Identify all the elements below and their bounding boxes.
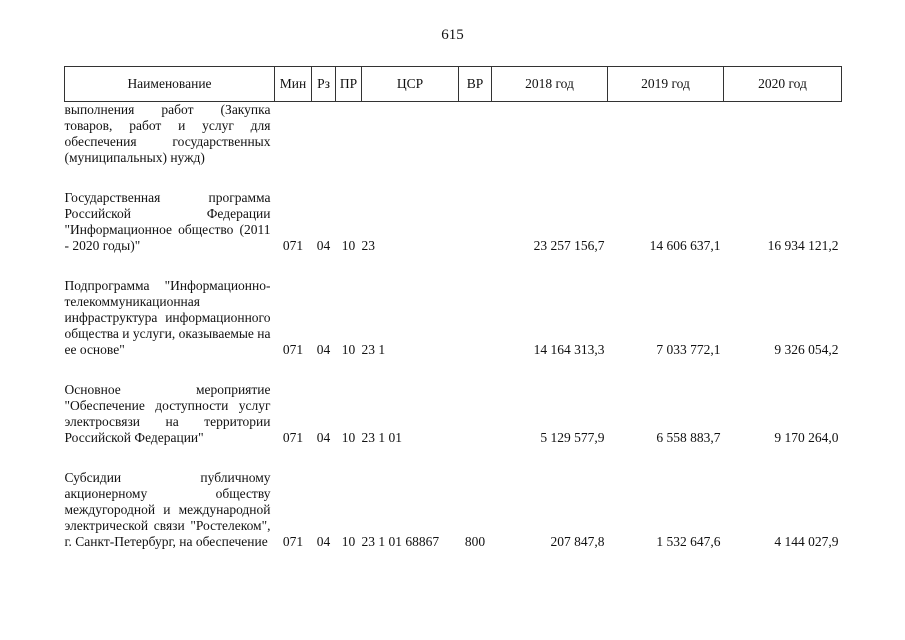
table-row [65,190,842,254]
row-rz: 04 [316,342,331,357]
row-pr: 10 [341,534,356,549]
row-min: 071 [282,534,304,549]
row-2019: 1 532 647,6 [656,534,721,549]
row-min: 071 [282,342,304,357]
row-2019 [608,102,724,167]
row-vr [459,190,492,254]
table-row [65,102,842,167]
row-rz: 04 [316,534,331,549]
row-2019: 7 033 772,1 [656,342,721,357]
table-row [65,382,842,446]
row-vr [459,102,492,167]
row-csr: 23 1 [361,342,386,357]
row-spacer [65,254,842,278]
table-row [65,278,842,358]
header-name: Наименование [65,67,275,102]
row-vr [459,278,492,358]
row-2020: 4 144 027,9 [774,534,839,549]
row-name: Подпрограмма "Информационно-телекоммуникационная инфраструктура информационного общества и услуги, оказываемые на ее основе" [64,278,271,357]
header-2018: 2018 год [492,67,608,102]
row-min [275,102,312,167]
header-pr: ПР [336,67,362,102]
row-vr [459,382,492,446]
row-2020: 9 170 264,0 [774,430,839,445]
row-2020: 9 326 054,2 [774,342,839,357]
row-csr: 23 [361,238,375,253]
row-min: 071 [282,238,304,253]
row-rz: 04 [316,430,331,445]
row-pr [336,102,362,167]
row-csr [362,102,459,167]
row-spacer [65,446,842,470]
row-vr: 800 [464,534,486,549]
row-2018: 14 164 313,3 [533,342,605,357]
row-csr: 23 1 01 68867 [361,534,440,549]
page-number: 615 [441,27,464,43]
table-row [65,470,842,550]
row-rz: 04 [316,238,331,253]
header-min: Мин [275,67,312,102]
budget-table [64,66,842,550]
row-2018 [492,102,608,167]
row-name: Государственная программа Российской Федерации "Информационное общество (2011 - 2020 годы)" [64,190,271,253]
row-spacer [65,358,842,382]
row-2018: 207 847,8 [550,534,605,549]
row-csr: 23 1 01 [361,430,402,445]
row-2020 [724,102,842,167]
row-2018: 23 257 156,7 [533,238,605,253]
header-vr: ВР [459,67,492,102]
header-rz: Рз [312,67,336,102]
header-2019: 2019 год [608,67,724,102]
row-pr: 10 [341,342,356,357]
row-spacer [65,166,842,190]
row-pr: 10 [341,238,356,253]
row-pr: 10 [341,430,356,445]
row-min: 071 [282,430,304,445]
table-header-row [65,67,842,102]
row-name: выполнения работ (Закупка товаров, работ и услуг для обеспечения государственных (муниципальных) нужд) [64,102,271,165]
row-2019: 14 606 637,1 [649,238,721,253]
row-rz [312,102,336,167]
row-2020: 16 934 121,2 [767,238,839,253]
row-name: Основное мероприятие "Обеспечение доступности услуг электросвязи на территории Российской Федерации" [64,382,271,445]
row-name: Субсидии публичному акционерному обществу междугородной и международной электрической связи "Ростелеком", г. Санкт-Петербург, на обеспечение [64,470,271,549]
row-2018: 5 129 577,9 [540,430,605,445]
row-2019: 6 558 883,7 [656,430,721,445]
header-2020: 2020 год [724,67,842,102]
header-csr: ЦСР [362,67,459,102]
